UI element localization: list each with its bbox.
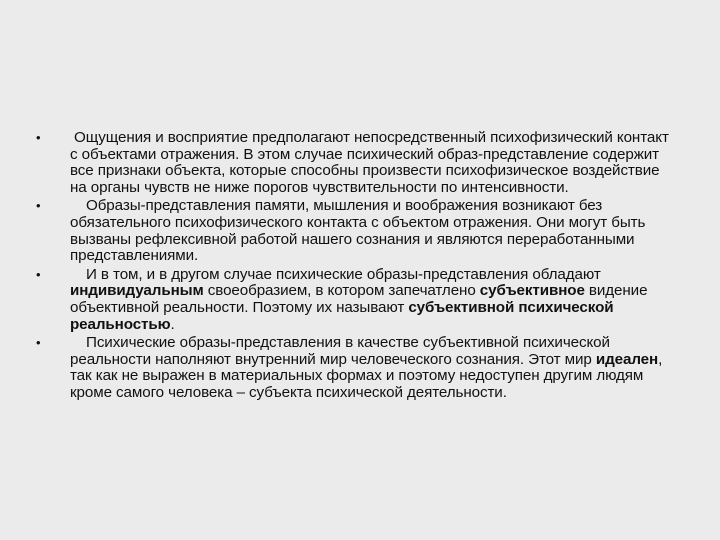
- bullet-dot-icon: •: [36, 198, 41, 214]
- bullet-dot-icon: •: [36, 130, 41, 145]
- bullet-dot-icon: •: [36, 335, 41, 351]
- bullet-3-emphasis-individual: индивидуальным: [70, 282, 204, 300]
- bullet-3-emphasis-subjective: субъективное: [479, 282, 585, 300]
- bullet-3-emphasis-reality: субъективной психической реальностью: [70, 298, 614, 333]
- bullet-item-4: [36, 335, 676, 401]
- bullet-3-part-5: видение объективной реальности. Поэтому их называют: [70, 282, 648, 316]
- bullet-text-1: [70, 129, 669, 196]
- bullet-item-1: [36, 130, 676, 196]
- bullet-text-4: [70, 334, 662, 401]
- bullet-4-part-3: , так как не выражен в материальных формах и поэтому недоступен другим людям кроме самого человека – субъекта психической деятельности.: [70, 350, 663, 401]
- bullet-2-part-1: Образы-представления памяти, мышления и воображения возникают без обязательного психофизического контакта с объектом отражения. Они могут быть вызваны рефлексивной работой нашего сознания и являются переработанными представлениями.: [70, 197, 646, 265]
- bullet-text-2: [70, 197, 645, 264]
- bullet-item-3: [36, 267, 676, 333]
- bullet-3-part-7: .: [170, 315, 175, 333]
- bullet-dot-icon: •: [36, 266, 41, 282]
- bullet-4-emphasis-ideal: идеален: [595, 350, 659, 368]
- bullet-list: [36, 130, 676, 404]
- bullet-text-3: [70, 266, 647, 333]
- bullet-4-part-1: Психические образы-представления в качестве субъективной психической реальности наполняют внутренний мир человеческого сознания. Этот мир: [70, 334, 610, 368]
- bullet-1-part-1: Ощущения и восприятие предполагают непосредственный психофизический контакт с объектами отражения. В этом случае психический образ-представление содержит все признаки объекта, которые способны произвести психофизическое воздействие на органы чувств не ниже порогов чувствительности по интенсивности.: [70, 129, 669, 196]
- bullet-3-part-1: И в том, и в другом случае психические образы-представления обладают: [86, 265, 601, 283]
- bullet-3-part-3: своеобразием, в котором запечатлено: [203, 282, 480, 300]
- bullet-item-2: [36, 198, 676, 264]
